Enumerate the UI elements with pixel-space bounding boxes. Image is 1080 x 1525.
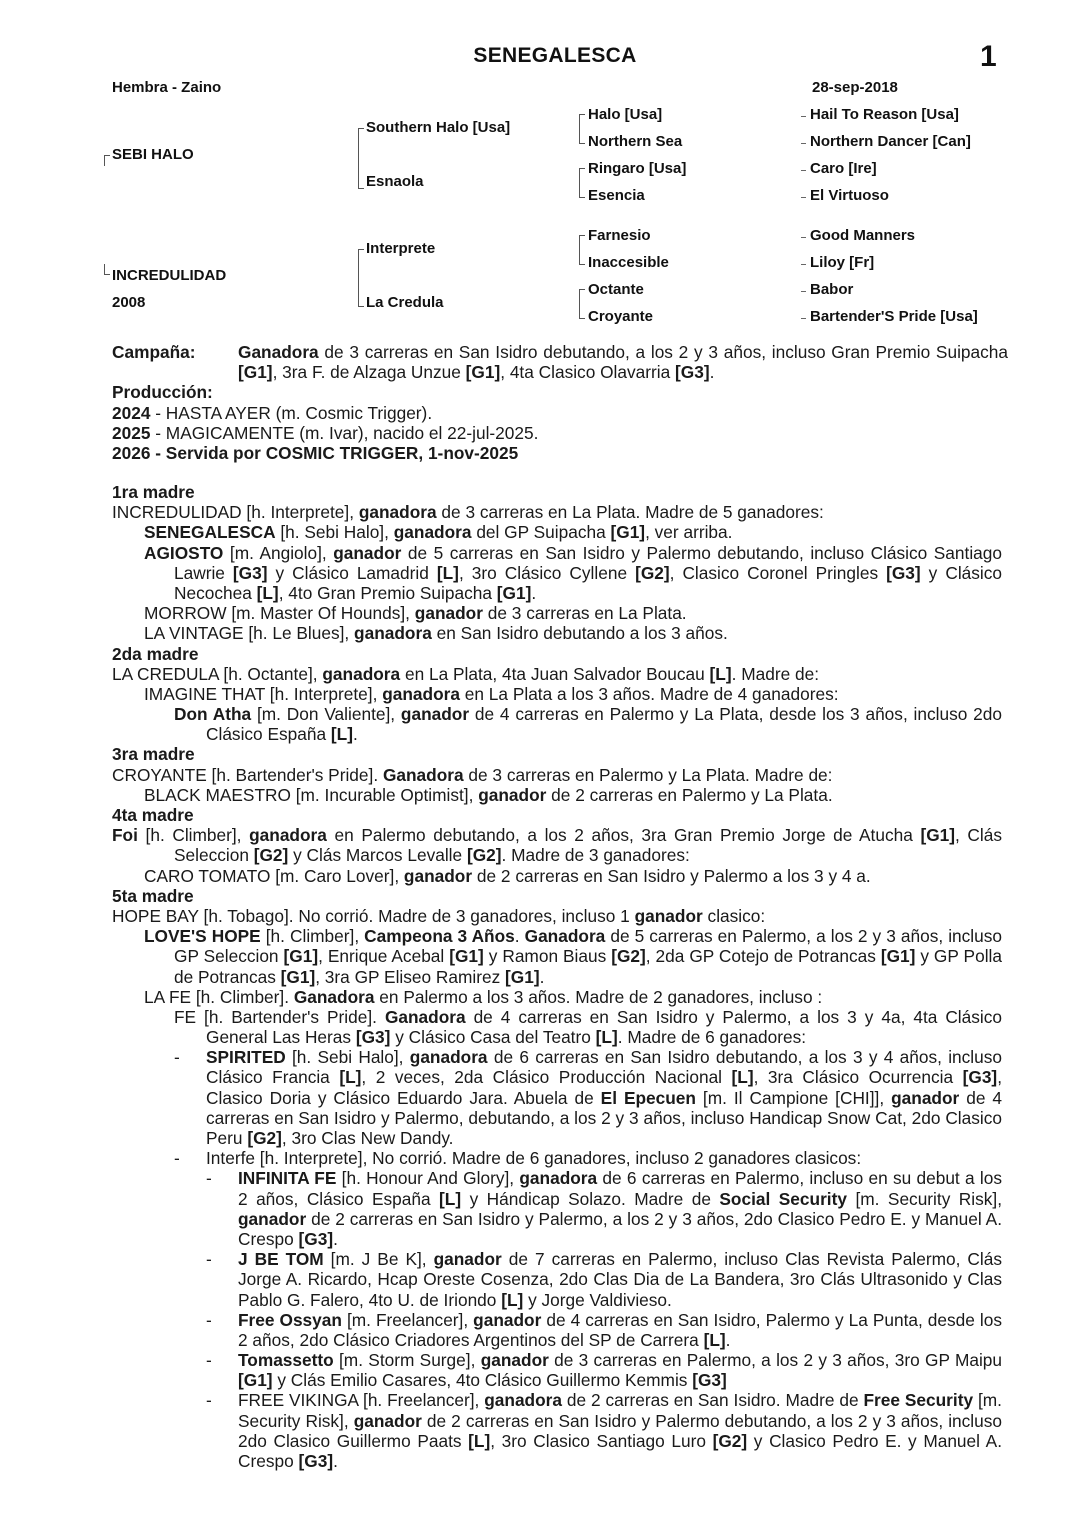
family-entry: - FREE VIKINGA [h. Freelancer], ganadora de 2 carreras en San Isidro. Madre de Free Security [m. Security Risk], ganador de 2 carreras en San Isidro y Palermo debutando, a los 2 y 3 años, incluso 2do Clasico Guillermo Paats [L], 3ro Clasico Santiago Luro [G2] y Clasico Pedro E. y Manuel A. Crespo [G3].: [206, 1390, 1002, 1471]
family-entry: - Tomassetto [m. Storm Surge], ganador de 3 carreras en Palermo, a los 2 y 3 años, 3ro GP Maipu [G1] y Clás Emilio Casares, 4to Clásico Guillermo Kemmis [G3]: [206, 1350, 1003, 1391]
family-entry: Foi [h. Climber], ganadora en Palermo debutando, a los 2 años, 3ra Gran Premio Jorge de Atucha [G1], Clás Seleccion [G2] y Clás Marcos Levalle [G2]. Madre de 3 ganadores:: [112, 825, 1002, 866]
dam-heading: 2da madre: [112, 643, 199, 664]
family-entry: LA FE [h. Climber]. Ganadora en Palermo a los 3 años. Madre de 2 ganadores, incluso :: [144, 986, 823, 1007]
bracket: [104, 155, 110, 166]
pedigree-gen2: Esnaola: [366, 173, 424, 190]
pedigree-gen4: Good Manners: [810, 227, 916, 244]
dam-heading: 4ta madre: [112, 805, 194, 825]
campaign-section: [112, 342, 1008, 463]
production-item: 2025 - MAGICAMENTE (m. Ivar), nacido el 22-jul-2025.: [112, 422, 539, 443]
page-title: SENEGALESCA: [473, 44, 637, 67]
dash: [801, 291, 806, 292]
dash: [801, 237, 806, 238]
dam: INCREDULIDAD: [112, 267, 227, 284]
family-entry: - SPIRITED [h. Sebi Halo], ganadora de 6 carreras en San Isidro debutando, a los 3 y 4 años, incluso Clásico Francia [L], 2 veces, 2da Clásico Producción Nacional [L], 3ra Clásico Ocurrencia [G3], Clasico Doria y Clásico Eduardo Jara. Abuela de El Epecuen [m. Il Campione [CHI]], ganador de 4 carreras en San Isidro y Palermo, debutando, a los 2 y 3 años, incluso Handicap Snow Cat, 2do Clasico Peru [G2], 3ro Clas New Dandy.: [174, 1047, 1002, 1148]
dam-heading: 5ta madre: [112, 885, 194, 906]
family-entry: LA VINTAGE [h. Le Blues], ganadora en San Isidro debutando a los 3 años.: [144, 623, 728, 644]
campaign-label: Campaña:: [112, 342, 196, 362]
family-entry: CARO TOMATO [m. Caro Lover], ganador de 2 carreras en San Isidro y Palermo a los 3 y 4 a.: [144, 865, 871, 886]
dash: [801, 318, 806, 319]
pedigree-gen3: Inaccesible: [588, 254, 669, 271]
pedigree-gen3: Croyante: [588, 308, 654, 325]
pedigree-gen4: Hail To Reason [Usa]: [810, 106, 959, 123]
pedigree-gen4: Caro [Ire]: [810, 160, 877, 177]
bracket: [579, 168, 585, 198]
report-date: 28-sep-2018: [812, 79, 898, 96]
production-item: 2026 - Servida por COSMIC TRIGGER, 1-nov-2025: [112, 443, 519, 464]
family-entry: Don Atha [m. Don Valiente], ganador de 4 carreras en Palermo y La Plata, desde los 3 años, incluso 2do Clásico España [L].: [174, 704, 1002, 745]
pedigree-gen3: Octante: [588, 281, 644, 298]
family-entry: AGIOSTO [m. Angiolo], ganador de 5 carreras en San Isidro y Palermo debutando, incluso Clásico Santiago Lawrie [G3] y Clásico Lamadrid [L], 3ro Clásico Cyllene [G2], Clasico Coronel Pringles [G3] y Clásico Necochea [L], 4to Gran Premio Suipacha [G1].: [144, 542, 1003, 603]
bracket: [358, 249, 364, 307]
family-entry: FE [h. Bartender's Pride]. Ganadora de 4 carreras en San Isidro y Palermo, a los 3 y 4a, 4ta Clásico General Las Heras [G3] y Clásico Casa del Teatro [L]. Madre de 6 ganadores:: [174, 1006, 1002, 1048]
pedigree-gen3: Northern Sea: [588, 133, 683, 150]
dam-heading: 1ra madre: [112, 482, 195, 502]
family-entry: - J BE TOM [m. J Be K], ganador de 7 carreras en Palermo, incluso Clas Revista Palermo, Clás Jorge A. Ricardo, Hcap Oreste Cosenza, 2do Clas Dia de La Bandera, 3ro Clás Ultrasonido y Clas Pablo G. Falero, 4to U. de Iriondo [L] y Jorge Valdivieso.: [206, 1249, 1002, 1310]
family-entry: - Free Ossyan [m. Freelancer], ganador de 4 carreras en San Isidro, Palermo y La Punta, desde los 2 años, 2do Clásico Criadores Argentinos del SP de Carrera [L].: [206, 1309, 1002, 1350]
pedigree-gen3: Farnesio: [588, 227, 651, 244]
dash: [801, 197, 806, 198]
production-label: Producción:: [112, 382, 213, 403]
family-entry: MORROW [m. Master Of Hounds], ganador de 3 carreras en La Plata.: [144, 603, 687, 624]
family-entry: - Interfe [h. Interprete], No corrió. Madre de 6 ganadores, incluso 2 ganadores clasicos:: [174, 1148, 862, 1169]
dam-heading: 3ra madre: [112, 744, 195, 765]
bracket: [579, 289, 585, 319]
pedigree-gen2: Southern Halo [Usa]: [366, 119, 511, 136]
family-entry: HOPE BAY [h. Tobago]. No corrió. Madre de 3 ganadores, incluso 1 ganador clasico:: [112, 905, 766, 926]
campaign-text: Ganadora de 3 carreras en San Isidro debutando, a los 2 y 3 años, incluso Gran Premio Suipacha [G1], 3ra F. de Alzaga Unzue [G1], 4ta Clasico Olavarria [G3].: [238, 342, 1008, 383]
family-entry: SENEGALESCA [h. Sebi Halo], ganadora del GP Suipacha [G1], ver arriba.: [144, 522, 733, 543]
lot-number: 1: [980, 40, 997, 73]
pedigree-gen4: Northern Dancer [Can]: [810, 133, 971, 150]
family-entry: - INFINITA FE [h. Honour And Glory], ganadora de 6 carreras en Palermo, incluso en su debut a los 2 años, Clásico España [L] y Hándicap Solazo. Madre de Social Security [m. Security Risk], ganador de 2 carreras en San Isidro y Palermo, a los 2 y 3 años, 2do Clasico Pedro E. y Manuel A. Crespo [G3].: [206, 1168, 1003, 1249]
family-entry: CROYANTE [h. Bartender's Pride]. Ganadora de 3 carreras en Palermo y La Plata. Madre de:: [112, 764, 833, 785]
bracket: [579, 235, 585, 265]
family-entry: IMAGINE THAT [h. Interprete], ganadora en La Plata a los 3 años. Madre de 4 ganadores:: [144, 683, 839, 704]
pedigree-gen4: Babor: [810, 281, 854, 298]
family-entry: INCREDULIDAD [h. Interprete], ganadora de 3 carreras en La Plata. Madre de 5 ganadores:: [112, 502, 824, 523]
sire: SEBI HALO: [112, 146, 194, 163]
dam-year: 2008: [112, 294, 146, 311]
pedigree-gen3: Ringaro [Usa]: [588, 160, 687, 177]
pedigree-gen2: La Credula: [366, 294, 444, 311]
pedigree-gen2: Interprete: [366, 240, 436, 257]
family-entry: LA CREDULA [h. Octante], ganadora en La Plata, 4ta Juan Salvador Boucau [L]. Madre de:: [112, 663, 820, 684]
family-section: [112, 482, 1002, 1471]
bracket: [358, 130, 364, 189]
sex-coat: Hembra - Zaino: [112, 79, 222, 96]
dash: [801, 264, 806, 265]
bracket: [104, 264, 110, 275]
dash: [801, 116, 806, 117]
pedigree-gen4: Bartender'S Pride [Usa]: [810, 308, 978, 325]
pedigree-gen3: Esencia: [588, 187, 645, 204]
bracket: [579, 114, 585, 144]
pedigree-gen4: Liloy [Fr]: [810, 254, 875, 271]
pedigree-gen4: El Virtuoso: [810, 187, 889, 204]
dash: [801, 170, 806, 171]
family-entry: BLACK MAESTRO [m. Incurable Optimist], ganador de 2 carreras en Palermo y La Plata.: [144, 784, 833, 805]
pedigree-gen3: Halo [Usa]: [588, 106, 663, 123]
family-entry: LOVE'S HOPE [h. Climber], Campeona 3 Años. Ganadora de 5 carreras en Palermo, a los 2 y 3 años, incluso GP Seleccion [G1], Enrique Acebal [G1] y Ramon Biaus [G2], 2da GP Cotejo de Potrancas [G1] y GP Polla de Potrancas [G1], 3ra GP Eliseo Ramirez [G1].: [144, 926, 1002, 987]
production-item: 2024 - HASTA AYER (m. Cosmic Trigger).: [112, 402, 433, 423]
dash: [801, 143, 806, 144]
